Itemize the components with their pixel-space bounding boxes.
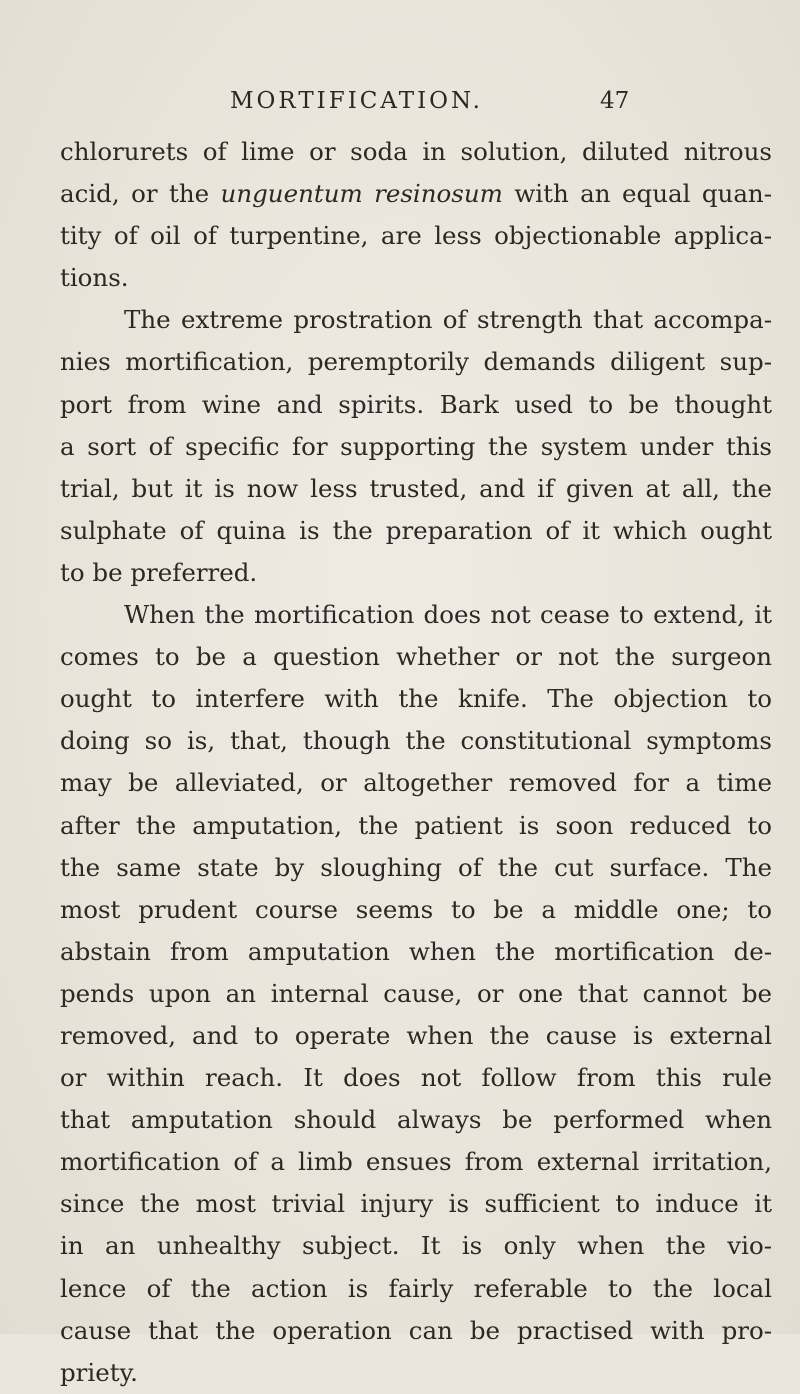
text-line: mortification of a limb ensues from external irritation, bbox=[60, 1147, 772, 1177]
text-line: tions. bbox=[60, 263, 129, 293]
text-fragment: with an equal quan- bbox=[502, 179, 772, 209]
text-line: most prudent course seems to be a middle one; to bbox=[60, 894, 772, 924]
text-line: since the most trivial injury is sufficient to induce it bbox=[60, 1189, 772, 1219]
page-number: 47 bbox=[600, 88, 630, 114]
text-line: may be alleviated, or altogether removed for a time bbox=[60, 768, 772, 798]
paragraph bbox=[60, 131, 772, 299]
text-line: pends upon an internal cause, or one that cannot be bbox=[60, 978, 772, 1008]
text-line: the same state by sloughing of the cut surface. The bbox=[60, 852, 772, 882]
running-title: MORTIFICATION. bbox=[230, 88, 483, 114]
body-text bbox=[60, 131, 772, 1394]
text-line: ought to interfere with the knife. The objection to bbox=[60, 684, 772, 714]
text-line: priety. bbox=[60, 1357, 138, 1387]
text-line: that amputation should always be performed when bbox=[60, 1105, 772, 1135]
text-line: chlorurets of lime or soda in solution, diluted nitrous bbox=[60, 137, 772, 166]
text-line: after the amputation, the patient is soon reduced to bbox=[60, 810, 772, 840]
text-line: doing so is, that, though the constitutional symptoms bbox=[60, 726, 772, 756]
text-line: or within reach. It does not follow from this rule bbox=[60, 1063, 772, 1093]
text-line: When the mortification does not cease to extend, it bbox=[124, 600, 772, 630]
paragraph bbox=[60, 299, 772, 594]
text-line: abstain from amputation when the mortification de- bbox=[60, 936, 772, 966]
text-line: cause that the operation can be practised with pro- bbox=[60, 1315, 772, 1345]
text-line: comes to be a question whether or not the surgeon bbox=[60, 642, 772, 672]
text-line: port from wine and spirits. Bark used to be thought bbox=[60, 389, 772, 419]
text-line: tity of oil of turpentine, are less objectionable applica- bbox=[60, 221, 772, 251]
text-line bbox=[60, 173, 772, 215]
text-fragment: acid, or the bbox=[60, 179, 221, 209]
text-line: removed, and to operate when the cause is external bbox=[60, 1020, 772, 1050]
text-line: to be preferred. bbox=[60, 557, 258, 587]
running-head bbox=[0, 88, 800, 128]
text-line: trial, but it is now less trusted, and if given at all, the bbox=[60, 473, 772, 503]
italic-term: unguentum resinosum bbox=[220, 179, 503, 209]
paragraph bbox=[60, 594, 772, 1394]
text-line: lence of the action is fairly referable to the local bbox=[60, 1273, 772, 1303]
text-line: a sort of specific for supporting the system under this bbox=[60, 431, 772, 461]
text-line: sulphate of quina is the preparation of it which ought bbox=[60, 515, 772, 545]
text-line: nies mortification, peremptorily demands diligent sup- bbox=[60, 347, 772, 377]
text-line: The extreme prostration of strength that accompa- bbox=[124, 305, 772, 335]
text-line: in an unhealthy subject. It is only when the vio- bbox=[60, 1231, 772, 1261]
